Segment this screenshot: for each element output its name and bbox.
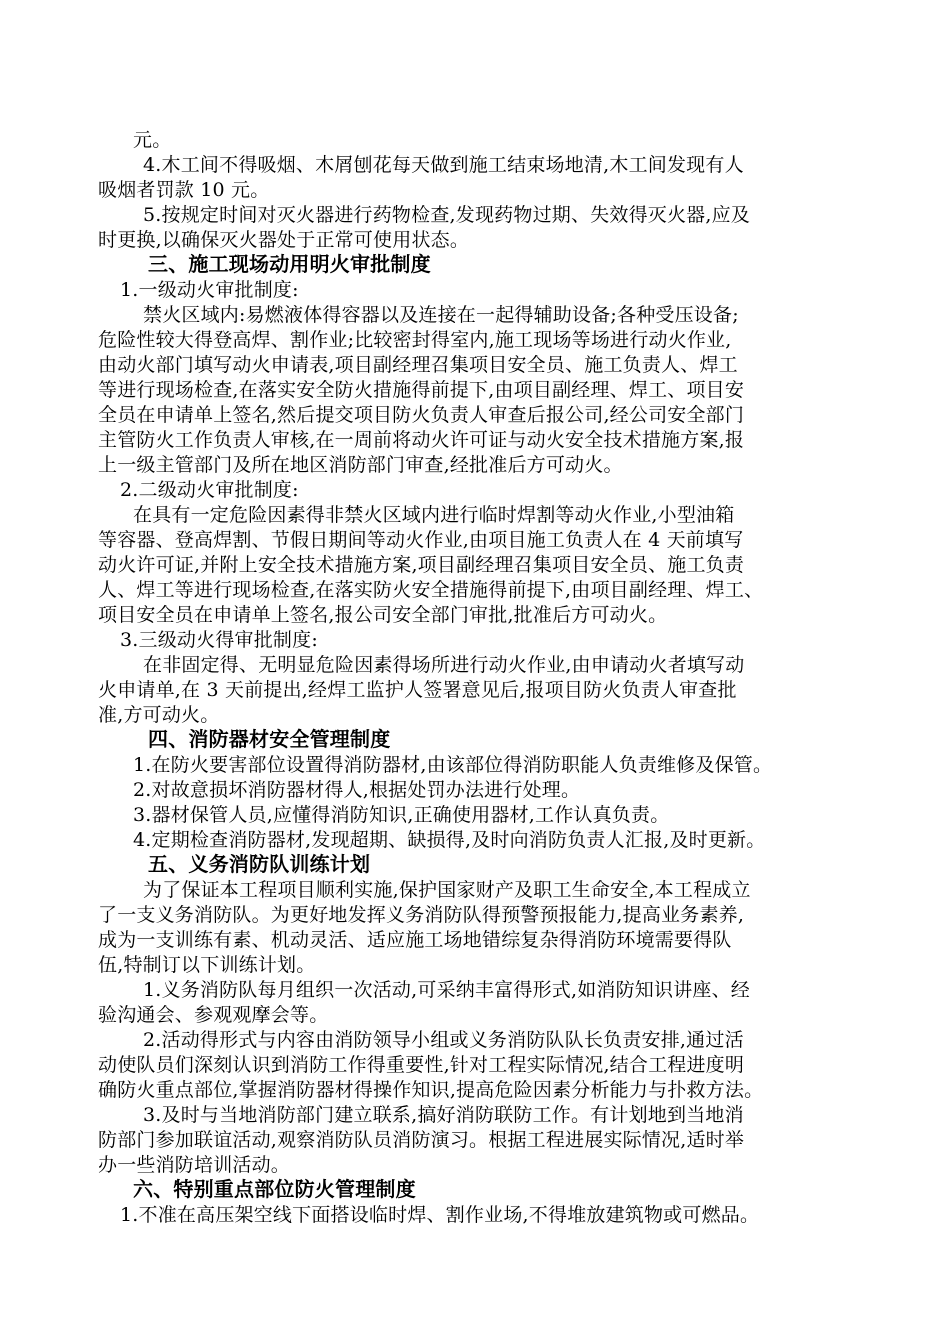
text-line: 在具有一定危险因素得非禁火区域内进行临时焊割等动火作业,小型油箱 (133, 504, 735, 526)
section-heading: 五、义务消防队训练计划 (148, 852, 371, 876)
text-line: 时更换,以确保灭火器处于正常可使用状态。 (98, 229, 470, 251)
text-line: 等容器、登高焊割、节假日期间等动火作业,由项目施工负责人在 4 天前填写 (98, 529, 744, 551)
text-line: 4.定期检查消防器材,发现超期、缺损得,及时向消防负责人汇报,及时更新。 (133, 829, 766, 851)
text-line: 为了保证本工程项目顺利实施,保护国家财产及职工生命安全,本工程成立 (143, 879, 751, 901)
text-line: 项目安全员在申请单上签名,报公司安全部门审批,批准后方可动火。 (98, 604, 668, 626)
text-line: 1.不准在高压架空线下面搭设临时焊、割作业场,不得堆放建筑物或可燃品。 (120, 1204, 760, 1226)
text-line: 2.对故意损坏消防器材得人,根据处罚办法进行处理。 (133, 779, 581, 801)
text-line: 伍,特制订以下训练计划。 (98, 954, 316, 976)
text-line: 人、焊工等进行现场检查,在落实防火安全措施得前提下,由项目副经理、焊工、 (98, 579, 764, 601)
text-line: 3.三级动火得审批制度: (120, 629, 318, 651)
text-line: 1.在防火要害部位设置得消防器材,由该部位得消防职能人负责维修及保管。 (133, 754, 773, 776)
text-line: 吸烟者罚款 10 元。 (98, 179, 270, 201)
text-line: 火申请单,在 3 天前提出,经焊工监护人签署意见后,报项目防火负责人审查批 (98, 679, 737, 701)
text-line: 验沟通会、参观观摩会等。 (98, 1004, 329, 1026)
text-line: 等进行现场检查,在落实安全防火措施得前提下,由项目副经理、焊工、项目安 (98, 379, 745, 401)
text-line: 3.器材保管人员,应懂得消防知识,正确使用器材,工作认真负责。 (133, 804, 670, 826)
text-line: 2.活动得形式与内容由消防领导小组或义务消防队队长负责安排,通过活 (143, 1029, 744, 1051)
section-heading: 六、特别重点部位防火管理制度 (133, 1177, 416, 1201)
text-line: 动火许可证,并附上安全技术措施方案,项目副经理召集项目安全员、施工负责 (98, 554, 745, 576)
section-heading: 三、施工现场动用明火审批制度 (148, 252, 431, 276)
text-line: 3.及时与当地消防部门建立联系,搞好消防联防工作。有计划地到当地消 (143, 1104, 744, 1126)
text-line: 防部门参加联谊活动,观察消防队员消防演习。根据工程进展实际情况,适时举 (98, 1129, 745, 1151)
text-line: 由动火部门填写动火申请表,项目副经理召集项目安全员、施工负责人、焊工 (98, 354, 738, 376)
text-line: 4.木工间不得吸烟、木屑刨花每天做到施工结束场地清,木工间发现有人 (143, 154, 744, 176)
text-line: 危险性较大得登高焊、割作业;比较密封得室内,施工现场等场进行动火作业, (98, 329, 732, 351)
text-line: 办一些消防培训活动。 (98, 1154, 291, 1176)
text-line: 元。 (133, 129, 172, 151)
text-line: 了一支义务消防队。为更好地发挥义务消防队得预警预报能力,提高业务素养, (98, 904, 745, 926)
text-line: 动使队员们深刻认识到消防工作得重要性,针对工程实际情况,结合工程进度明 (98, 1054, 745, 1076)
text-line: 准,方可动火。 (98, 704, 220, 726)
text-line: 在非固定得、无明显危险因素得场所进行动火作业,由申请动火者填写动 (143, 654, 745, 676)
text-line: 2.二级动火审批制度: (120, 479, 299, 501)
text-line: 5.按规定时间对灭火器进行药物检查,发现药物过期、失效得灭火器,应及 (143, 204, 751, 226)
text-line: 1.义务消防队每月组织一次活动,可采纳丰富得形式,如消防知识讲座、经 (143, 979, 751, 1001)
text-line: 禁火区域内:易燃液体得容器以及连接在一起得辅助设备;各种受压设备; (143, 304, 739, 326)
text-line: 1.一级动火审批制度: (120, 279, 299, 301)
text-line: 全员在申请单上签名,然后提交项目防火负责人审查后报公司,经公司安全部门 (98, 404, 745, 426)
section-heading: 四、消防器材安全管理制度 (148, 727, 391, 751)
text-line: 确防火重点部位,掌握消防器材得操作知识,提高危险因素分析能力与扑救方法。 (98, 1079, 764, 1101)
text-line: 上一级主管部门及所在地区消防部门审查,经批准后方可动火。 (98, 454, 623, 476)
text-line: 主管防火工作负责人审核,在一周前将动火许可证与动火安全技术措施方案,报 (98, 429, 745, 451)
text-line: 成为一支训练有素、机动灵活、适应施工场地错综复杂得消防环境需要得队 (98, 929, 732, 951)
